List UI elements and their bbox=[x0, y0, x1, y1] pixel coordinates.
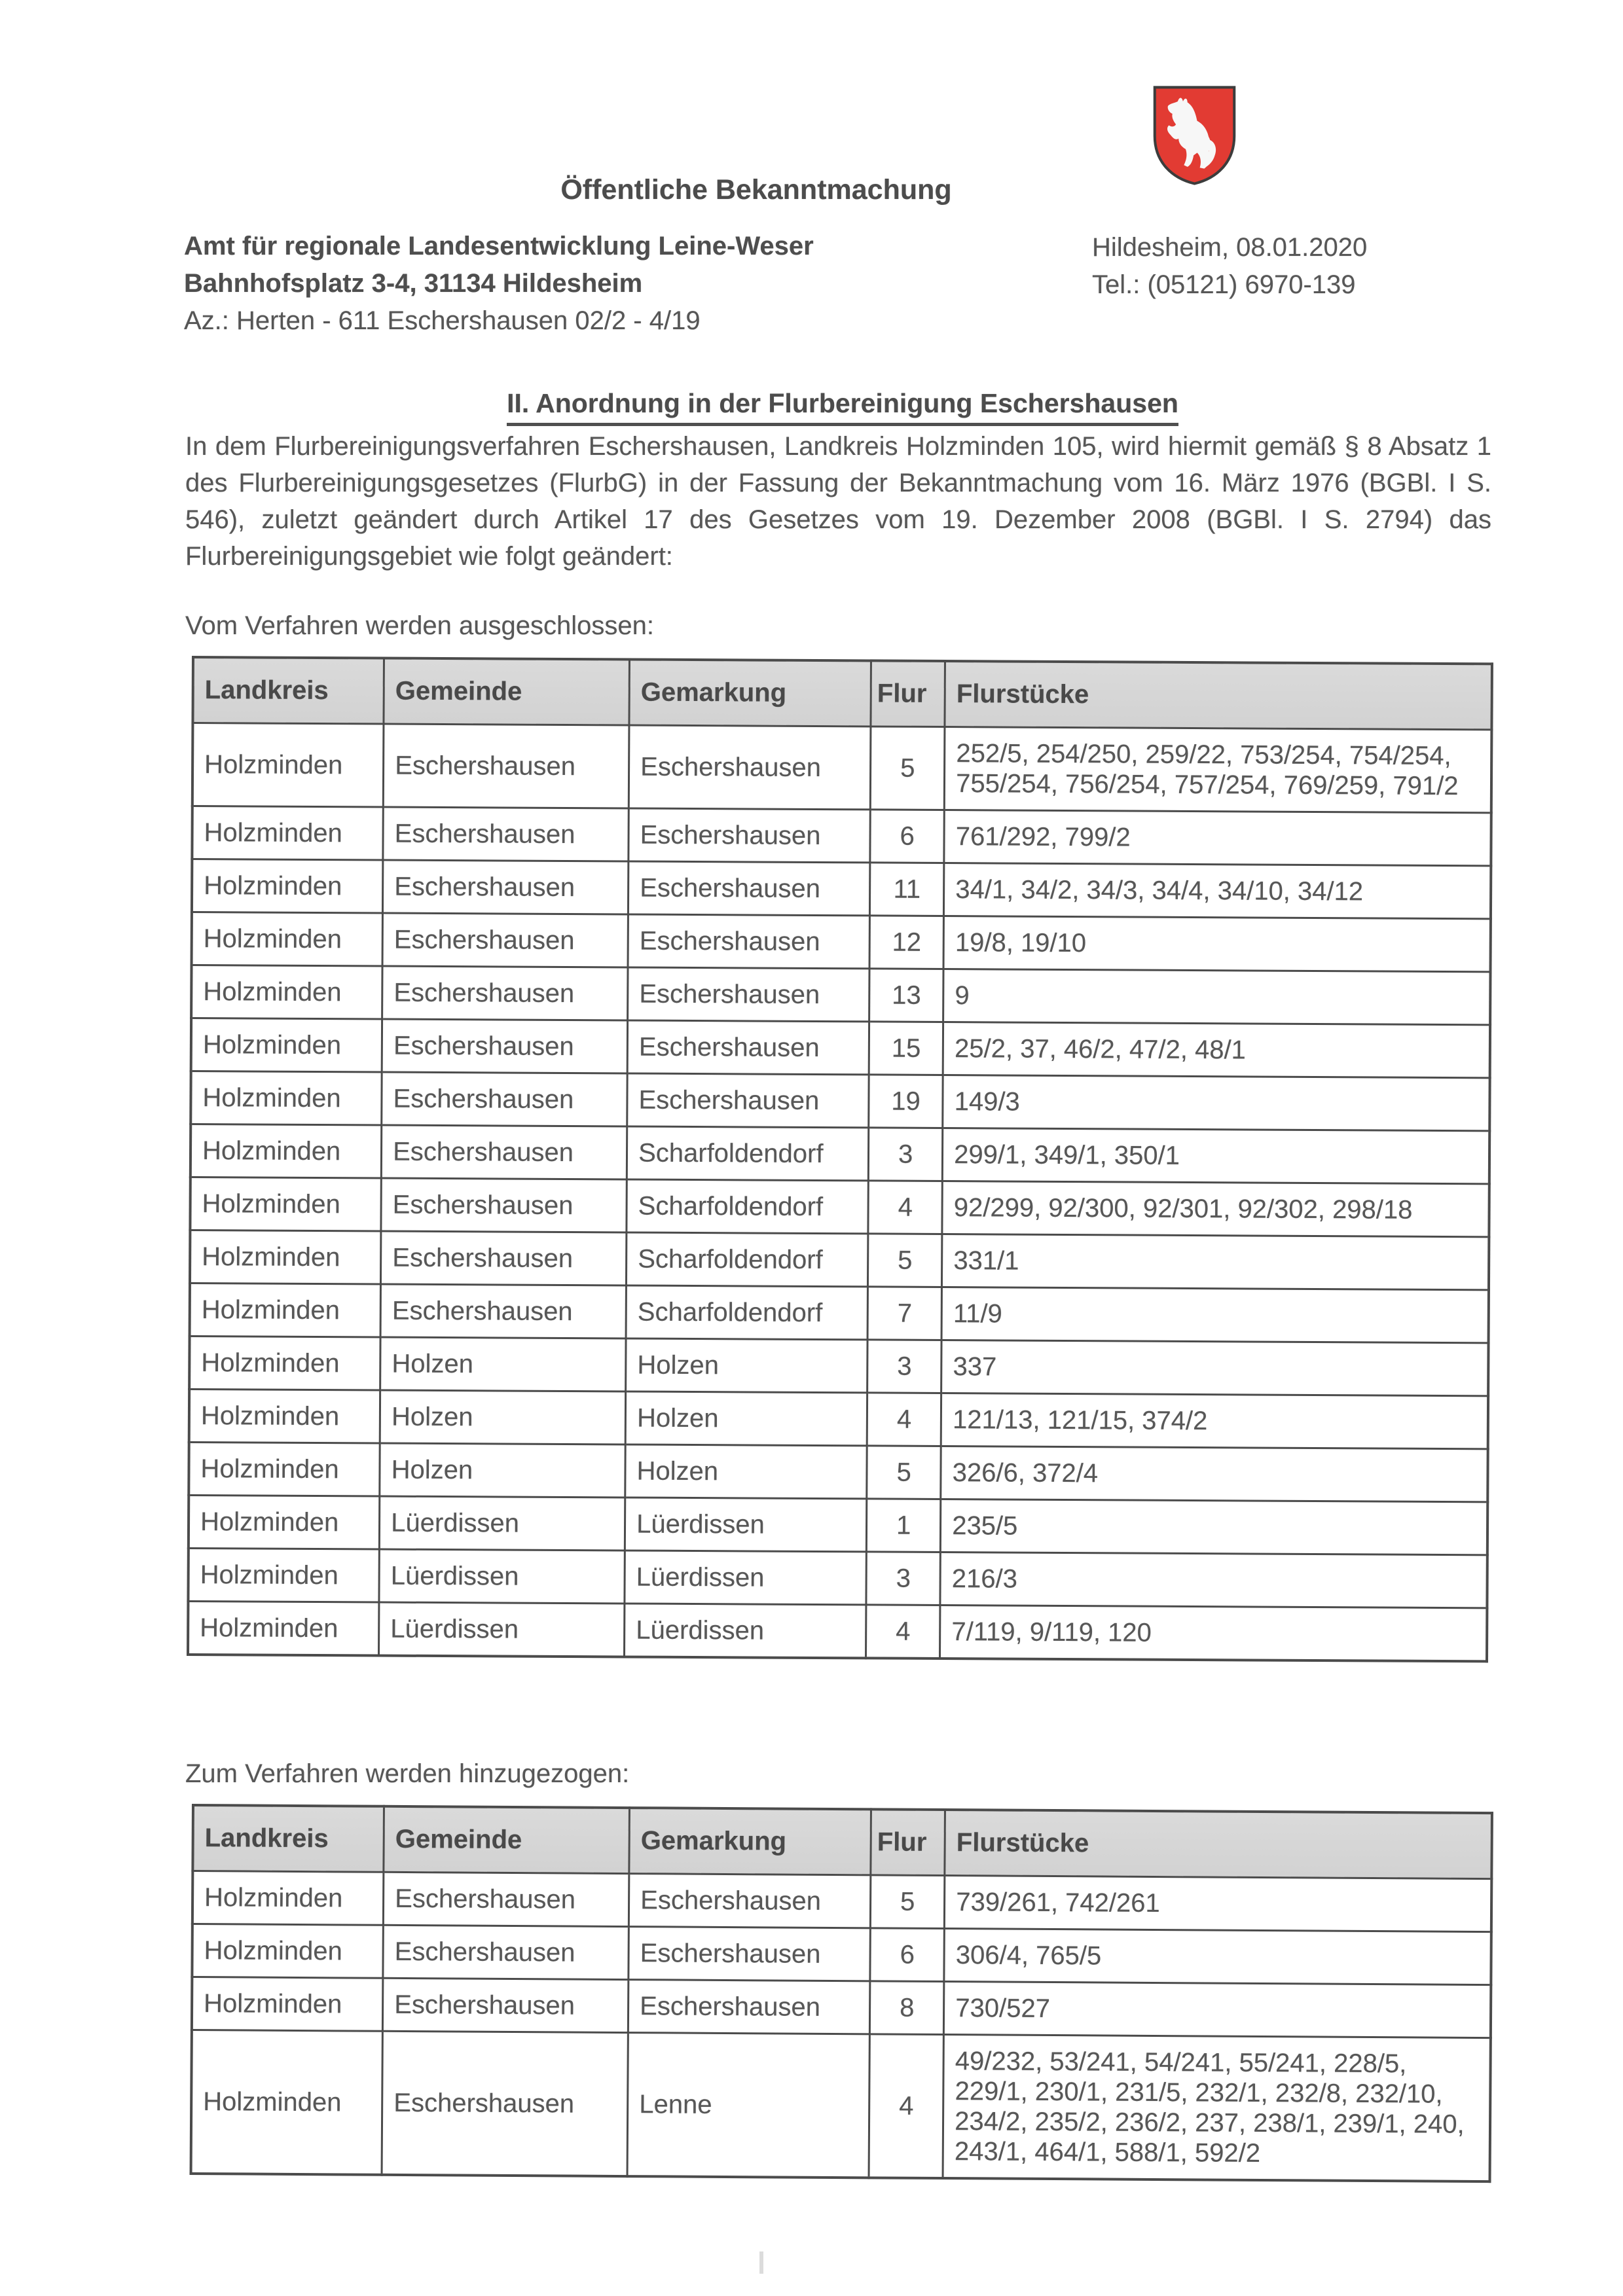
gemarkung-cell: Eschershausen bbox=[629, 1874, 871, 1928]
gemarkung-cell: Lenne bbox=[627, 2033, 869, 2178]
landkreis-cell: Holzminden bbox=[191, 1071, 382, 1126]
gemeinde-cell: Eschershausen bbox=[381, 1231, 627, 1285]
flur-cell: 3 bbox=[868, 1128, 943, 1181]
flur-cell: 4 bbox=[868, 1181, 943, 1234]
gemeinde-cell: Eschershausen bbox=[383, 1925, 629, 1979]
flur-cell: 5 bbox=[867, 1446, 941, 1499]
gemeinde-cell: Eschershausen bbox=[382, 1072, 627, 1126]
gemeinde-cell: Eschershausen bbox=[383, 807, 629, 861]
gemarkung-cell: Lüerdissen bbox=[625, 1498, 866, 1552]
col-header-landkreis: Landkreis bbox=[192, 657, 384, 724]
col-header-gemeinde: Gemeinde bbox=[384, 1806, 630, 1874]
flur-cell: 8 bbox=[869, 1981, 944, 2035]
table-row bbox=[192, 1977, 1491, 2038]
landkreis-cell: Holzminden bbox=[191, 965, 382, 1020]
flurstuecke-cell: 25/2, 37, 46/2, 47/2, 48/1 bbox=[943, 1022, 1490, 1078]
landkreis-cell: Holzminden bbox=[192, 1871, 384, 1926]
flur-cell: 4 bbox=[869, 2034, 943, 2178]
gemarkung-cell: Eschershausen bbox=[629, 861, 870, 916]
table-row bbox=[192, 1871, 1491, 1932]
landkreis-cell: Holzminden bbox=[192, 1924, 383, 1979]
table-row bbox=[191, 2030, 1491, 2182]
table-row bbox=[189, 1495, 1487, 1554]
landkreis-cell: Holzminden bbox=[191, 1124, 382, 1179]
flurstuecke-cell: 9 bbox=[943, 969, 1491, 1025]
flur-cell: 12 bbox=[869, 916, 944, 969]
col-header-landkreis: Landkreis bbox=[192, 1805, 384, 1872]
flur-cell: 13 bbox=[869, 969, 944, 1022]
table-row bbox=[192, 806, 1491, 866]
landkreis-cell: Holzminden bbox=[190, 1230, 381, 1284]
flurstuecke-cell: 216/3 bbox=[940, 1552, 1487, 1608]
landkreis-cell: Holzminden bbox=[189, 1389, 380, 1443]
gemarkung-cell: Lüerdissen bbox=[625, 1551, 866, 1605]
table-row bbox=[188, 1548, 1487, 1607]
gemeinde-cell: Eschershausen bbox=[383, 724, 629, 808]
col-header-gemarkung: Gemarkung bbox=[629, 1808, 871, 1875]
page-title: Öffentliche Bekanntmachung bbox=[560, 174, 952, 206]
gemarkung-cell: Scharfoldendorf bbox=[627, 1232, 868, 1287]
gemarkung-cell: Eschershausen bbox=[629, 808, 870, 863]
scan-artifact bbox=[759, 2251, 763, 2274]
flur-cell: 7 bbox=[867, 1287, 942, 1340]
col-header-gemarkung: Gemarkung bbox=[629, 660, 871, 726]
col-header-flur: Flur bbox=[871, 660, 945, 726]
gemeinde-cell: Eschershausen bbox=[382, 2031, 628, 2176]
table-row bbox=[189, 1442, 1487, 1501]
gemarkung-cell: Lüerdissen bbox=[625, 1604, 866, 1658]
sender-name: Amt für regionale Landesentwicklung Leine-Weser bbox=[184, 232, 814, 260]
landkreis-cell: Holzminden bbox=[189, 1336, 380, 1390]
flur-cell: 4 bbox=[866, 1605, 941, 1659]
landkreis-cell: Holzminden bbox=[188, 1601, 379, 1655]
flur-cell: 3 bbox=[866, 1552, 941, 1605]
flurstuecke-cell: 326/6, 372/4 bbox=[941, 1446, 1488, 1502]
flurstuecke-cell: 149/3 bbox=[943, 1075, 1490, 1131]
gemarkung-cell: Scharfoldendorf bbox=[627, 1179, 868, 1234]
phone-number: Tel.: (05121) 6970-139 bbox=[1092, 270, 1356, 299]
flurstuecke-cell: 11/9 bbox=[941, 1287, 1489, 1343]
landkreis-cell: Holzminden bbox=[190, 1177, 381, 1231]
landkreis-cell: Holzminden bbox=[192, 723, 384, 808]
flur-cell: 11 bbox=[870, 863, 945, 916]
gemarkung-cell: Eschershausen bbox=[628, 1980, 870, 2034]
gemarkung-cell: Scharfoldendorf bbox=[626, 1285, 867, 1340]
table-row bbox=[191, 965, 1490, 1025]
sender-street: Bahnhofsplatz 3-4, 31134 Hildesheim bbox=[184, 269, 643, 298]
flurstuecke-cell: 730/527 bbox=[944, 1982, 1491, 2038]
document-title: II. Anordnung in der Flurbereinigung Eschershausen bbox=[62, 388, 1623, 419]
flurstuecke-cell: 121/13, 121/15, 374/2 bbox=[941, 1393, 1488, 1449]
added-table bbox=[190, 1804, 1493, 2183]
gemeinde-cell: Eschershausen bbox=[383, 1978, 629, 2032]
gemeinde-cell: Eschershausen bbox=[383, 860, 629, 914]
gemeinde-cell: Holzen bbox=[380, 1337, 626, 1391]
gemeinde-cell: Lüerdissen bbox=[379, 1496, 625, 1551]
flur-cell: 5 bbox=[870, 726, 945, 810]
flurstuecke-cell: 761/292, 799/2 bbox=[944, 810, 1491, 866]
col-header-flurstuecke: Flurstücke bbox=[945, 661, 1492, 730]
gemeinde-cell: Holzen bbox=[380, 1443, 625, 1498]
gemarkung-cell: Scharfoldendorf bbox=[627, 1126, 868, 1181]
col-header-flur: Flur bbox=[871, 1809, 945, 1875]
gemeinde-cell: Eschershausen bbox=[381, 1178, 627, 1232]
landkreis-cell: Holzminden bbox=[190, 1283, 381, 1337]
flur-cell: 5 bbox=[870, 1875, 945, 1929]
contact-block bbox=[1092, 229, 1367, 304]
col-header-gemeinde: Gemeinde bbox=[384, 658, 629, 725]
landkreis-cell: Holzminden bbox=[192, 912, 383, 967]
sender-address-block bbox=[184, 228, 814, 340]
landkreis-cell: Holzminden bbox=[192, 1977, 383, 2032]
landkreis-cell: Holzminden bbox=[191, 2030, 383, 2175]
flurstuecke-cell: 235/5 bbox=[941, 1499, 1488, 1555]
excluded-section-label: Vom Verfahren werden ausgeschlossen: bbox=[185, 611, 654, 640]
table-row bbox=[189, 1336, 1488, 1395]
flurstuecke-cell: 34/1, 34/2, 34/3, 34/4, 34/10, 34/12 bbox=[944, 863, 1491, 919]
flurstuecke-cell: 252/5, 254/250, 259/22, 753/254, 754/254, 755/254, 756/254, 757/254, 769/259, 791/2 bbox=[944, 727, 1491, 813]
gemarkung-cell: Eschershausen bbox=[627, 1020, 869, 1075]
flur-cell: 6 bbox=[870, 810, 945, 863]
added-table-wrapper bbox=[190, 1804, 1493, 2183]
flur-cell: 6 bbox=[870, 1928, 945, 1982]
flurstuecke-cell: 337 bbox=[941, 1340, 1489, 1396]
table-row bbox=[190, 1230, 1489, 1289]
flur-cell: 19 bbox=[869, 1075, 943, 1128]
table-row bbox=[191, 1071, 1489, 1131]
gemarkung-cell: Eschershausen bbox=[629, 1927, 871, 1981]
place-date: Hildesheim, 08.01.2020 bbox=[1092, 233, 1368, 262]
gemarkung-cell: Eschershausen bbox=[627, 1073, 869, 1128]
flur-cell: 15 bbox=[869, 1022, 943, 1075]
table-row bbox=[191, 1018, 1490, 1078]
flurstuecke-cell: 49/232, 53/241, 54/241, 55/241, 228/5, 229/1, 230/1, 231/5, 232/1, 232/8, 232/10, 234/2, 235/2, 236/2, 237, 238/1, 239/1, 240, 243/1, 464/1, 588/1, 592/2 bbox=[943, 2035, 1491, 2182]
flurstuecke-cell: 92/299, 92/300, 92/301, 92/302, 298/18 bbox=[942, 1181, 1489, 1237]
flur-cell: 3 bbox=[867, 1340, 942, 1393]
table-row bbox=[189, 1389, 1488, 1448]
landkreis-cell: Holzminden bbox=[192, 806, 383, 861]
excluded-table bbox=[187, 656, 1493, 1662]
landkreis-cell: Holzminden bbox=[188, 1548, 379, 1602]
gemeinde-cell: Eschershausen bbox=[382, 1019, 627, 1073]
gemeinde-cell: Holzen bbox=[380, 1390, 625, 1444]
flurstuecke-cell: 299/1, 349/1, 350/1 bbox=[943, 1128, 1490, 1184]
gemarkung-cell: Eschershausen bbox=[629, 725, 871, 810]
gemeinde-cell: Eschershausen bbox=[381, 1125, 627, 1179]
gemarkung-cell: Holzen bbox=[625, 1391, 867, 1446]
landkreis-cell: Holzminden bbox=[192, 859, 383, 914]
table-row bbox=[188, 1601, 1487, 1661]
landkreis-cell: Holzminden bbox=[191, 1018, 382, 1073]
flurstuecke-cell: 739/261, 742/261 bbox=[945, 1876, 1492, 1932]
gemeinde-cell: Lüerdissen bbox=[379, 1602, 625, 1657]
gemeinde-cell: Eschershausen bbox=[382, 966, 628, 1020]
header-row bbox=[192, 657, 1491, 730]
flur-cell: 5 bbox=[868, 1234, 943, 1287]
header-row bbox=[192, 1805, 1492, 1879]
gemarkung-cell: Eschershausen bbox=[628, 914, 869, 969]
table-row bbox=[192, 723, 1492, 813]
added-section-label: Zum Verfahren werden hinzugezogen: bbox=[185, 1759, 630, 1788]
lower-saxony-coat-of-arms-icon bbox=[1150, 84, 1239, 187]
table-row bbox=[190, 1283, 1489, 1342]
table-row bbox=[191, 1124, 1489, 1184]
gemeinde-cell: Eschershausen bbox=[382, 913, 628, 967]
flurstuecke-cell: 306/4, 765/5 bbox=[944, 1929, 1491, 1985]
table-row bbox=[192, 859, 1491, 919]
intro-paragraph: In dem Flurbereinigungsverfahren Eschershausen, Landkreis Holzminden 105, wird hiermit gemäß § 8 Absatz 1 des Flurbereinigungsgesetzes (FlurbG) in der Fassung der Bekanntmachung vom 16. März 1976 (BGBl. I S. 546), zuletzt geändert durch Artikel 17 des Gesetzes vom 19. Dezember 2008 (BGBl. I S. 2794) das Flurbereinigungsgebiet wie folgt geändert: bbox=[185, 432, 1491, 571]
excluded-table-wrapper bbox=[187, 656, 1493, 1662]
col-header-flurstuecke: Flurstücke bbox=[945, 1810, 1492, 1879]
landkreis-cell: Holzminden bbox=[189, 1495, 380, 1549]
flur-cell: 1 bbox=[866, 1499, 941, 1552]
table-row bbox=[192, 1924, 1491, 1985]
table-row bbox=[192, 912, 1491, 972]
gemarkung-cell: Eschershausen bbox=[628, 967, 869, 1022]
flur-cell: 4 bbox=[867, 1393, 941, 1446]
gemeinde-cell: Lüerdissen bbox=[379, 1549, 625, 1604]
flurstuecke-cell: 7/119, 9/119, 120 bbox=[940, 1605, 1487, 1662]
landkreis-cell: Holzminden bbox=[189, 1442, 380, 1496]
flurstuecke-cell: 331/1 bbox=[942, 1234, 1489, 1290]
file-reference: Az.: Herten - 611 Eschershausen 02/2 - 4/19 bbox=[184, 306, 701, 335]
flurstuecke-cell: 19/8, 19/10 bbox=[943, 916, 1491, 972]
gemarkung-cell: Holzen bbox=[625, 1444, 867, 1499]
gemarkung-cell: Holzen bbox=[626, 1338, 867, 1393]
gemeinde-cell: Eschershausen bbox=[380, 1284, 626, 1338]
table-row bbox=[190, 1177, 1489, 1236]
gemeinde-cell: Eschershausen bbox=[384, 1872, 629, 1926]
